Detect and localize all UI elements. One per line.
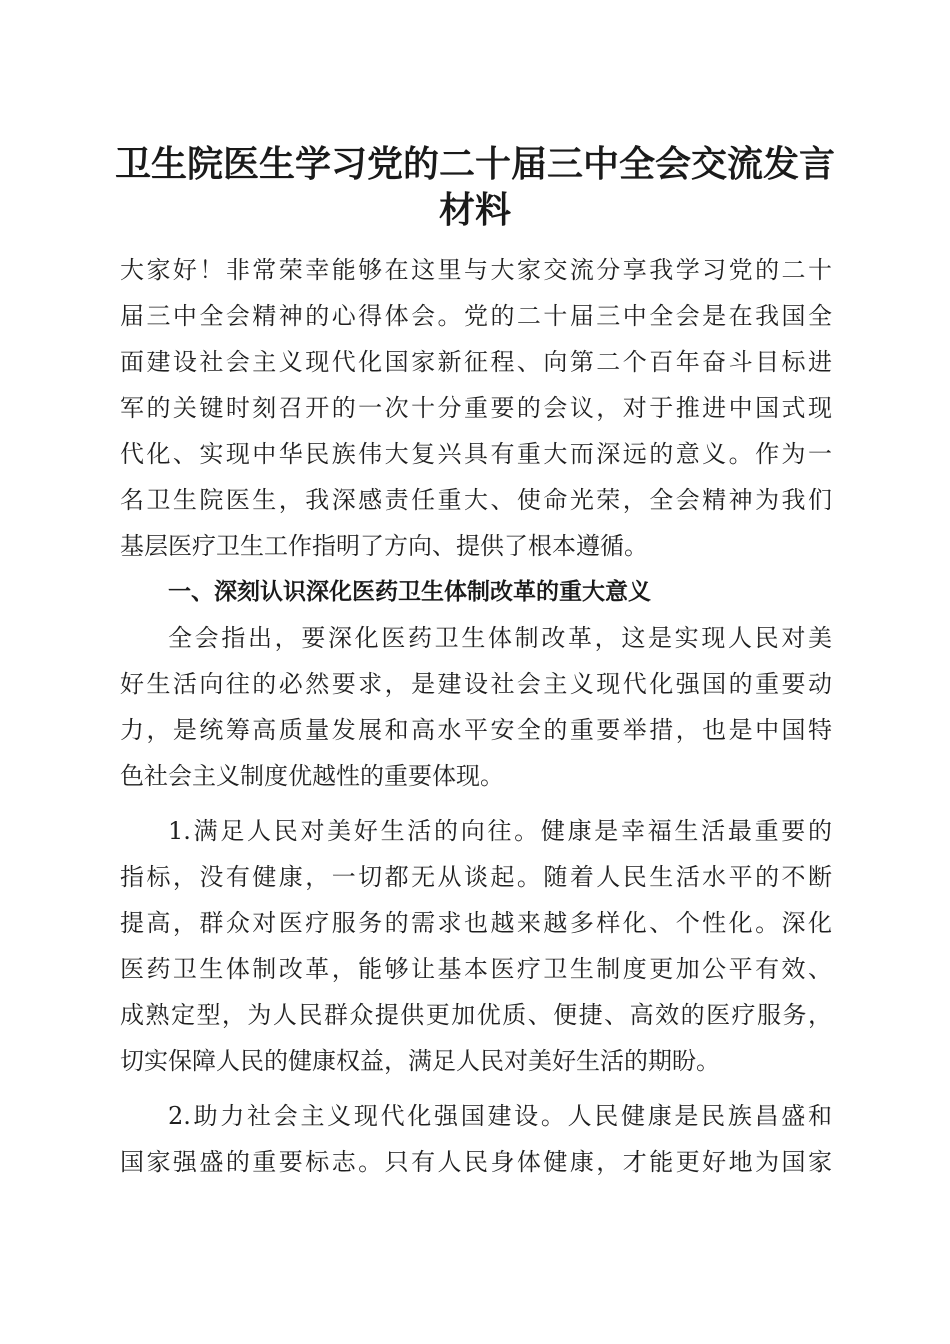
paragraph-line: 基层医疗卫生工作指明了方向、提供了根本遵循。 (120, 532, 648, 560)
paragraph-line: 代化、实现中华民族伟大复兴具有重大而深远的意义。作为一 (120, 440, 832, 468)
section-heading: 一、深刻认识深化医药卫生体制改革的重大意义 (168, 579, 651, 605)
paragraph-line: 好生活向往的必然要求，是建设社会主义现代化强国的重要动 (120, 670, 832, 698)
paragraph-line: 医药卫生体制改革，能够让基本医疗卫生制度更加公平有效、 (120, 955, 832, 983)
document-title-line-2: 材料 (438, 189, 511, 231)
paragraph-line: 指标，没有健康，一切都无从谈起。随着人民生活水平的不断 (120, 863, 832, 891)
paragraph-line: 面建设社会主义现代化国家新征程、向第二个百年奋斗目标进 (120, 348, 832, 376)
paragraph-line: 军的关键时刻召开的一次十分重要的会议，对于推进中国式现 (120, 394, 832, 422)
paragraph-line: 切实保障人民的健康权益，满足人民对美好生活的期盼。 (120, 1047, 720, 1075)
paragraph-line: 国家强盛的重要标志。只有人民身体健康，才能更好地为国家 (120, 1148, 832, 1176)
document-title-line-1: 卫生院医生学习党的二十届三中全会交流发言 (114, 143, 835, 185)
paragraph-line: 力，是统筹高质量发展和高水平安全的重要举措，也是中国特 (120, 716, 832, 744)
paragraph-line: 色社会主义制度优越性的重要体现。 (120, 762, 504, 790)
paragraph-line: 全会指出，要深化医药卫生体制改革，这是实现人民对美 (168, 624, 832, 652)
paragraph-line: 成熟定型，为人民群众提供更加优质、便捷、高效的医疗服务， (120, 1001, 832, 1029)
paragraph-line: 2.助力社会主义现代化强国建设。人民健康是民族昌盛和 (168, 1102, 832, 1130)
paragraph-line: 1.满足人民对美好生活的向往。健康是幸福生活最重要的 (168, 817, 832, 845)
paragraph-line: 届三中全会精神的心得体会。党的二十届三中全会是在我国全 (120, 302, 832, 330)
paragraph-line: 名卫生院医生，我深感责任重大、使命光荣，全会精神为我们 (120, 486, 832, 514)
paragraph-line: 大家好！非常荣幸能够在这里与大家交流分享我学习党的二十 (120, 256, 832, 284)
paragraph-line: 提高，群众对医疗服务的需求也越来越多样化、个性化。深化 (120, 909, 832, 937)
